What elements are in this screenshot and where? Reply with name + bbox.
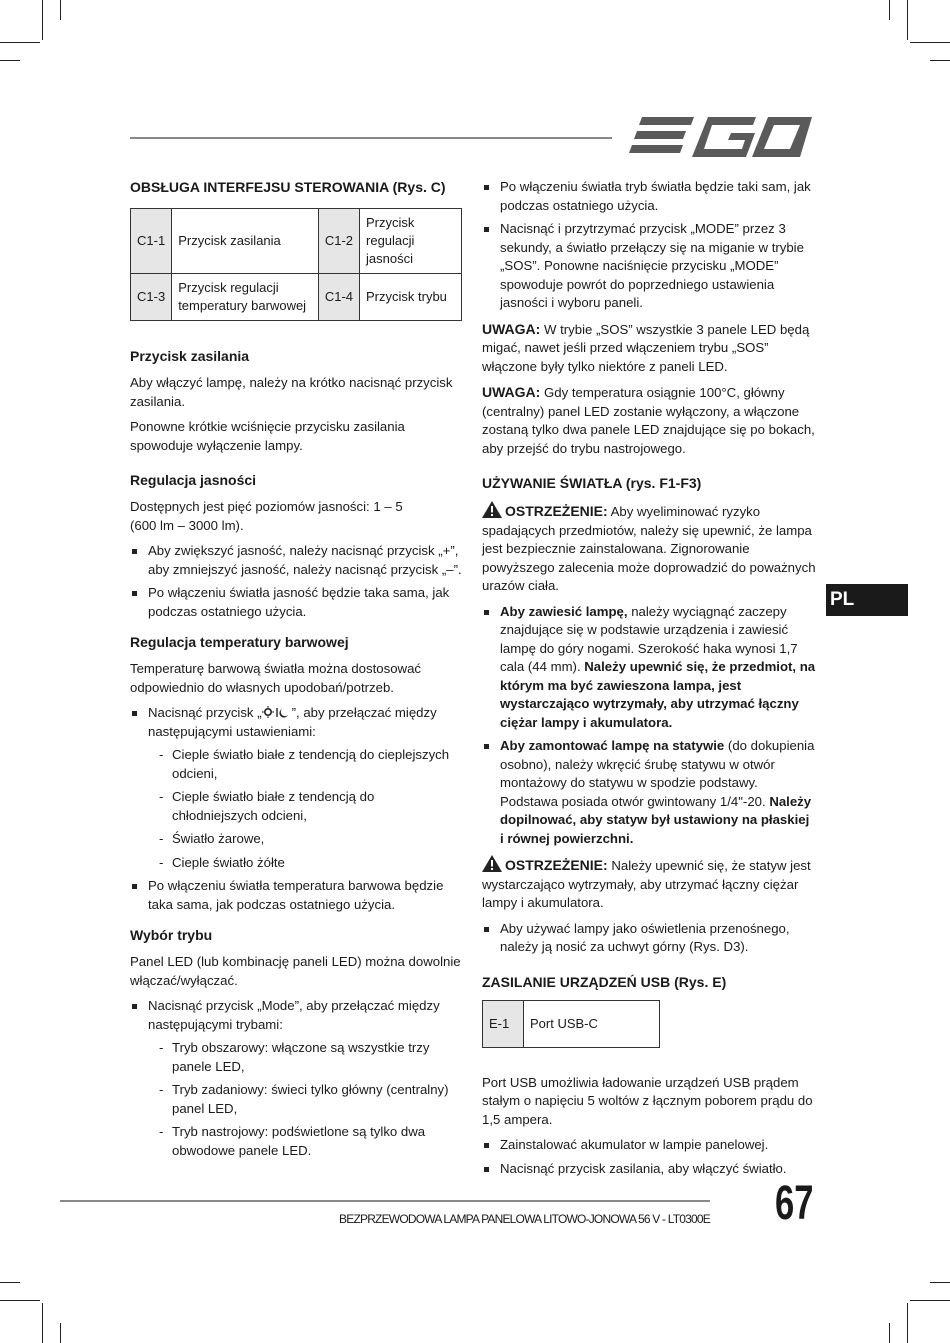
crop-mark xyxy=(0,60,20,61)
crop-mark xyxy=(0,1282,20,1283)
list-item: Aby używać lampy jako oświetlenia przenośnego, należy ją nosić za uchwyt górny (Rys. D3). xyxy=(482,920,816,957)
list-item: - Cieple światło białe z tendencją do chłodniejszych odcieni, xyxy=(148,788,462,825)
note-paragraph: UWAGA: Gdy temperatura osiągnie 100°C, główny (centralny) panel LED zostanie wyłączony, a włączone zostaną tylko dwa panele LED znajdujące się po bokach, aby przejść do trybu nastrojowego. xyxy=(482,384,815,456)
ego-logo xyxy=(628,116,812,158)
note-label: UWAGA: xyxy=(482,384,541,400)
warning-paragraph: OSTRZEŻENIE: Należy upewnić się, że statyw jest wystarczająco wytrzymały, aby utrzymać łączny ciężar lampy i akumulatora. xyxy=(482,857,811,910)
note-paragraph: UWAGA: W trybie „SOS” wszystkie 3 panele LED będą migać, nawet jeśli przed włączeniem trybu „SOS” włączone były tylko niektóre z paneli LED. xyxy=(482,320,810,374)
right-column xyxy=(482,178,816,1185)
warning-triangle-icon xyxy=(482,855,502,872)
table-cell-code: E-1 xyxy=(483,1000,524,1047)
crop-mark xyxy=(60,1323,61,1343)
bullet-list xyxy=(130,542,462,621)
color-temp-button-icon xyxy=(262,706,292,718)
warning-triangle-icon xyxy=(482,501,502,518)
warning-label: OSTRZEŻENIE: xyxy=(505,503,608,519)
header-rule xyxy=(130,137,612,139)
crop-mark xyxy=(0,1300,40,1301)
dash-list xyxy=(148,1039,462,1160)
controls-section-title: OBSŁUGA INTERFEJSU STEROWANIA (Rys. C) xyxy=(130,179,446,195)
table-row xyxy=(131,209,462,274)
usb-section-title: ZASILANIE URZĄDZEŃ USB (Rys. E) xyxy=(482,973,727,990)
left-column xyxy=(130,178,462,1167)
controls-table xyxy=(130,208,462,321)
list-item: Nacisnąć przycisk „ ”, aby przełączać między następującymi ustawieniami: - Cieple światło białe z tendencją do cieplejszych odcieni, - Cieple światło białe z tendencją do chłodniejszych odcieni, - Światło żarowe, - Cieple światło żółte xyxy=(130,704,462,872)
list-item: - Tryb obszarowy: włączone są wszystkie trzy panele LED, xyxy=(148,1039,462,1076)
mode-section-title: Wybór trybu xyxy=(130,927,213,943)
list-item: Aby zawiesić lampę, należy wyciągnąć zaczepy znajdujące się w podstawie urządzenia i zawiesić lampę do góry nogami. Szerokość haka wynosi 1,7 cala (44 mm). Należy upewnić się, że przedmiot, na którym ma być zawieszona lampa, jest wystarczająco wytrzymały, aby utrzymać łączny ciężar lampy i akumulatora. xyxy=(482,603,816,733)
list-item: Po włączeniu światła tryb światła będzie taki sam, jak podczas ostatniego użycia. xyxy=(482,178,816,215)
crop-mark xyxy=(910,42,950,43)
table-cell-label: Przycisk regulacji temperatury barwowej xyxy=(172,274,319,321)
table-cell-label: Port USB-C xyxy=(524,1000,660,1047)
crop-mark xyxy=(930,1282,950,1283)
crop-mark xyxy=(0,42,40,43)
list-item: - Cieple światło żółte xyxy=(148,854,462,873)
list-item: Aby zamontować lampę na statywie (do dokupienia osobno), należy wkręcić śrubę statywu w otwór montażowy do statywu w spodzie podstawy. Podstawa posiada otwór gwintowany 1/4"-20. Należy dopilnować, aby statyw był ustawiony na płaskiej i równej powierzchni. xyxy=(482,737,816,848)
list-item: Aby zwiększyć jasność, należy nacisnąć przycisk „+”, aby zmniejszyć jasność, należy nacisnąć przycisk „–”. xyxy=(130,542,462,579)
bullet-list xyxy=(482,920,816,957)
crop-mark xyxy=(907,0,908,40)
table-cell-label: Przycisk regulacji jasności xyxy=(360,209,462,274)
crop-mark xyxy=(42,1303,43,1343)
list-item: Po włączeniu światła temperatura barwowa będzie taka sama, jak podczas ostatniego użycia. xyxy=(130,877,462,914)
paragraph: Port USB umożliwia ładowanie urządzeń USB prądem stałym o napięciu 5 woltów z łącznym poborem prądu do 1,5 ampera. xyxy=(482,1074,813,1127)
paragraph: Temperaturę barwową światła można dostosować odpowiednio do własnych upodobań/potrzeb. xyxy=(130,661,421,695)
table-cell-label: Przycisk zasilania xyxy=(172,209,319,274)
paragraph: Dostępnych jest pięć poziomów jasności: 1 – 5 (600 lm – 3000 lm). xyxy=(130,499,403,533)
table-row xyxy=(131,274,462,321)
table-cell-code: C1-2 xyxy=(318,209,359,274)
crop-mark xyxy=(910,1300,950,1301)
power-section-title: Przycisk zasilania xyxy=(130,348,250,364)
bullet-list xyxy=(482,1136,816,1178)
list-item: - Światło żarowe, xyxy=(148,830,462,849)
list-item: Po włączeniu światła jasność będzie taka sama, jak podczas ostatniego użycia. xyxy=(130,584,462,621)
list-item: Nacisnąć przycisk zasilania, aby włączyć światło. xyxy=(482,1160,816,1179)
bullet-list xyxy=(482,178,816,313)
table-cell-label: Przycisk trybu xyxy=(360,274,462,321)
bullet-list xyxy=(130,997,462,1160)
table-cell-code: C1-1 xyxy=(131,209,172,274)
list-item: Nacisnąć i przytrzymać przycisk „MODE” przez 3 sekundy, a światło przełączy się na miganie w trybie „SOS”. Ponowne naciśnięcie przycisku „MODE” spowoduje powrót do poprzedniego ustawienia jasności i wyboru paneli. xyxy=(482,220,816,313)
color-temp-section-title: Regulacja temperatury barwowej xyxy=(130,634,349,650)
table-row xyxy=(483,1000,660,1047)
crop-mark xyxy=(930,60,950,61)
usb-table xyxy=(482,1000,660,1048)
bullet-list xyxy=(482,603,816,849)
language-tab: PL xyxy=(826,584,908,616)
list-item: Zainstalować akumulator w lampie panelowej. xyxy=(482,1136,816,1155)
bullet-list xyxy=(130,704,462,914)
table-cell-code: C1-4 xyxy=(318,274,359,321)
list-item: - Tryb zadaniowy: świeci tylko główny (centralny) panel LED, xyxy=(148,1081,462,1118)
paragraph: Aby włączyć lampę, należy na krótko nacisnąć przycisk zasilania. xyxy=(130,375,453,409)
warning-label: OSTRZEŻENIE: xyxy=(505,857,608,873)
note-label: UWAGA: xyxy=(482,320,541,337)
dash-list xyxy=(148,746,462,872)
table-cell-code: C1-3 xyxy=(131,274,172,321)
crop-mark xyxy=(889,0,890,20)
use-section-title: UŻYWANIE ŚWIATŁA (rys. F1-F3) xyxy=(482,475,702,491)
warning-paragraph: OSTRZEŻENIE: Aby wyeliminować ryzyko spadających przedmiotów, należy się upewnić, że lampa jest bezpiecznie zainstalowana. Zignorowanie powyższego zalecenia może doprowadzić do poważnych urazów ciała. xyxy=(482,503,816,593)
list-item: Nacisnąć przycisk „Mode”, aby przełączać między następującymi trybami: - Tryb obszarowy: włączone są wszystkie trzy panele LED, - Tryb zadaniowy: świeci tylko główny (centralny) panel LED, - Tryb nastrojowy: podświetlone są tylko dwa obwodowe panele LED. xyxy=(130,997,462,1160)
crop-mark xyxy=(42,0,43,40)
page-number: 67 xyxy=(775,1177,814,1230)
crop-mark xyxy=(60,0,61,20)
footer-product-name: BEZPRZEWODOWA LAMPA PANELOWA LITOWO-JONOWA 56 V - LT0300E xyxy=(339,1212,710,1226)
list-item: - Cieple światło białe z tendencją do cieplejszych odcieni, xyxy=(148,746,462,783)
paragraph: Ponowne krótkie wciśnięcie przycisku zasilania spowoduje wyłączenie lampy. xyxy=(130,419,405,453)
brightness-section-title: Regulacja jasności xyxy=(130,472,257,488)
crop-mark xyxy=(907,1303,908,1343)
list-item: - Tryb nastrojowy: podświetlone są tylko dwa obwodowe panele LED. xyxy=(148,1123,462,1160)
footer-rule xyxy=(60,1200,710,1202)
paragraph: Panel LED (lub kombinację paneli LED) można dowolnie włączać/wyłączać. xyxy=(130,954,461,988)
crop-mark xyxy=(889,1323,890,1343)
